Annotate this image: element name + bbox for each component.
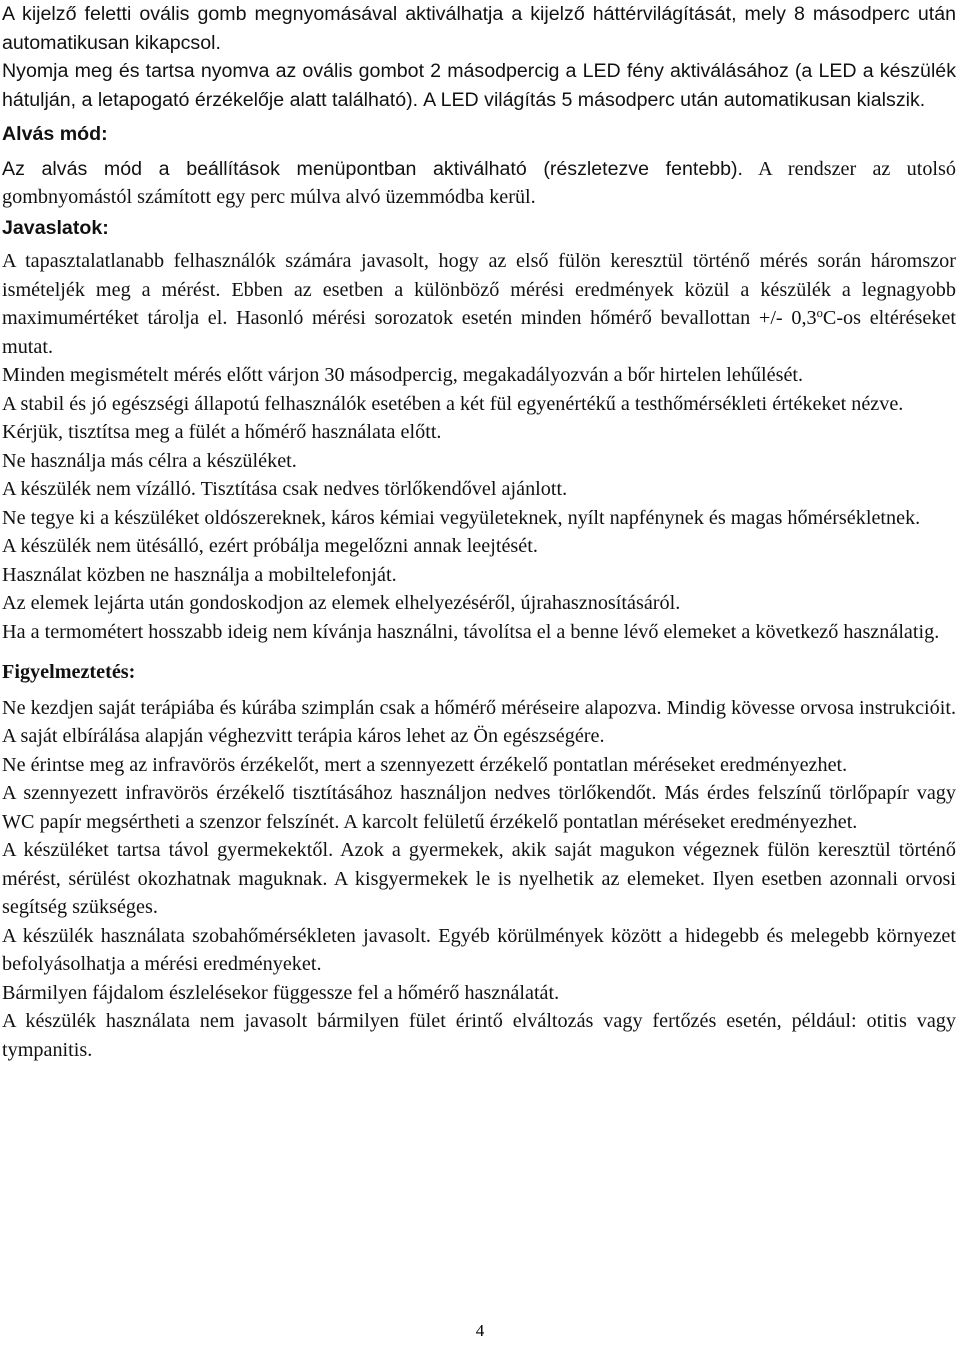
warning-heading: Figyelmeztetés: xyxy=(2,661,136,683)
sleep-mode-text-timeout: A rendszer az utolsó gombnyomástól számított egy perc múlva alvó üzemmódba kerül. xyxy=(2,157,956,208)
warning-paragraph: Ne érintse meg az infravörös érzékelőt, mert a szennyezett érzékelő pontatlan méréseket eredményezhet. xyxy=(2,753,848,776)
tips-paragraph: Ha a termométert hosszabb ideig nem kívánja használni, távolítsa el a benne lévő elemeket a következő használatig. xyxy=(2,620,940,643)
led-text-activation: Nyomja meg és tartsa nyomva az ovális gombot 2 másodpercig a LED fény aktiválásához (a LED a készülék hátulján, a letapogató érzékelője alatt található). xyxy=(2,60,956,111)
tips-paragraph: A készülék nem ütésálló, ezért próbálja megelőzni annak leejtését. xyxy=(2,535,538,557)
tips-repeat-text: A tapasztalatlanabb felhasználók számára javasolt, hogy az első fülön keresztül történő mérés során háromszor ismételjék meg a mérést. Ebben az esetben a különböző mérési eredmények közül a készülék a legnagyobb maximumértéket tárolja el. Hasonló mérési sorozatok esetén minden hőmérő bevallottan +/- 0,3 xyxy=(2,250,956,329)
tips-heading: Javaslatok: xyxy=(2,216,109,239)
backlight-text: A kijelző feletti ovális gomb megnyomásával aktiválhatja a kijelző háttérvilágítását, mely 8 másodperc után automatikusan kikapcsol. xyxy=(2,3,956,54)
warning-paragraph: Ne kezdjen saját terápiába és kúrába szimplán csak a hőmérő méréseire alapozva. Mindig kövesse orvosa instrukcióit. A saját elbírálása alapján véghezvitt terápia káros lehet az Ön egészségére. xyxy=(2,696,956,747)
tips-paragraph: A stabil és jó egészségi állapotú felhasználók esetében a két fül egyenértékű a testhőmérsékleti értékeket nézve. xyxy=(2,392,904,415)
warning-paragraph: A készüléket tartsa távol gyermekektől. Azok a gyermekek, akik saját magukon végeznek fülön keresztül történő mérést, sérülést okozhatnak maguknak. A kisgyermekek le is nyelhetik az elemeket. Ilyen esetben azonnali orvosi segítség szükséges. xyxy=(2,839,956,918)
sleep-mode-paragraph xyxy=(2,155,956,212)
tips-paragraph: Minden megismételt mérés előtt várjon 30 másodpercig, megakadályozván a bőr hirtelen lehűlését. xyxy=(2,364,804,386)
tips-paragraph: Az elemek lejárta után gondoskodjon az elemek elhelyezéséről, újrahasznosításáról. xyxy=(2,592,681,614)
tips-paragraph-repeat-measurement xyxy=(2,247,956,361)
led-paragraph xyxy=(2,57,956,114)
warning-paragraph: A készülék használata szobahőmérsékleten javasolt. Egyéb körülmények között a hidegebb és melegebb környezet befolyásolhatja a mérési eredményeket. xyxy=(2,924,956,975)
page-number: 4 xyxy=(475,1321,485,1340)
warning-paragraph: Bármilyen fájdalom észlelésekor függessze fel a hőmérő használatát. xyxy=(2,981,560,1004)
tips-paragraph: Kérjük, tisztítsa meg a fülét a hőmérő használata előtt. xyxy=(2,421,442,443)
tips-paragraph: A készülék nem vízálló. Tisztítása csak nedves törlőkendővel ajánlott. xyxy=(2,478,568,500)
degree-superscript: o xyxy=(816,306,823,321)
backlight-paragraph xyxy=(2,0,956,57)
led-text-timeout: A LED világítás 5 másodperc után automatikusan kialszik. xyxy=(423,88,926,111)
sleep-mode-text-settings: Az alvás mód a beállítások menüpontban aktiválható (részletezve fentebb). xyxy=(2,157,743,180)
tips-repeat-text-end: C-os eltéréseket mutat. xyxy=(2,307,957,358)
tips-paragraph: Ne használja más célra a készüléket. xyxy=(2,449,297,472)
warning-paragraph: A szennyezett infravörös érzékelő tisztításához használjon nedves törlőkendőt. Más érdes felszínű törlőpapír vagy WC papír megsértheti a szenzor felszínét. A karcolt felületű érzékelő pontatlan méréseket eredményezhet. xyxy=(2,782,956,833)
sleep-mode-heading: Alvás mód: xyxy=(2,123,108,145)
tips-paragraph: Használat közben ne használja a mobiltelefonját. xyxy=(2,563,397,586)
warning-paragraph: A készülék használata nem javasolt bármilyen fület érintő elváltozás vagy fertőzés esetén, például: otitis vagy tympanitis. xyxy=(2,1010,956,1061)
tips-paragraph: Ne tegye ki a készüléket oldószereknek, káros kémiai vegyületeknek, nyílt napfénynek és magas hőmérsékletnek. xyxy=(2,506,921,529)
